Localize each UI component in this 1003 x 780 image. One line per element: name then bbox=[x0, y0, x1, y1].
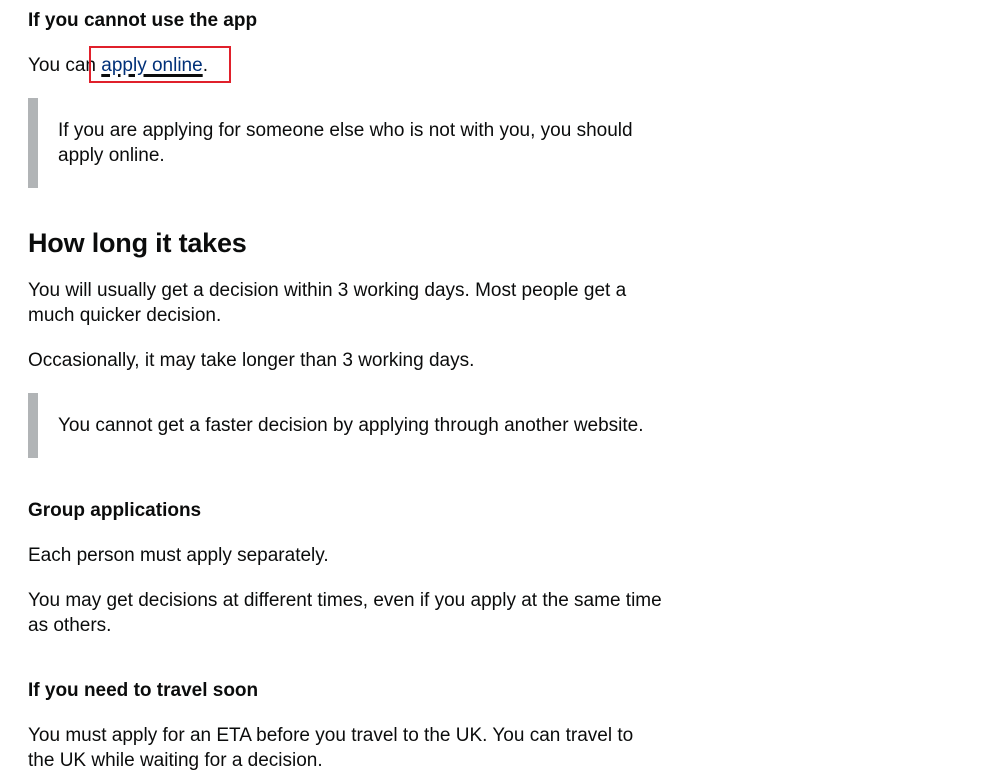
inset-faster-decision-text: You cannot get a faster decision by applying through another website. bbox=[58, 415, 644, 436]
heading-how-long: How long it takes bbox=[28, 228, 247, 258]
heading-group-applications: Group applications bbox=[28, 500, 202, 521]
apply-online-prefix: You can bbox=[28, 55, 102, 76]
inset-someone-else-text: If you are applying for someone else who is not with you, you should apply online. bbox=[58, 120, 633, 166]
apply-online-link[interactable]: apply online bbox=[101, 55, 203, 76]
inset-text-someone-else bbox=[28, 98, 668, 188]
different-times-paragraph: You may get decisions at different times, even if you apply at the same time as others. bbox=[28, 590, 662, 636]
decision-time-paragraph: You will usually get a decision within 3 working days. Most people get a much quicker decision. bbox=[28, 280, 627, 326]
inset-text-faster-decision bbox=[28, 393, 668, 458]
apply-separately-paragraph: Each person must apply separately. bbox=[28, 545, 329, 566]
apply-online-suffix: . bbox=[202, 55, 208, 76]
heading-cannot-use-app: If you cannot use the app bbox=[28, 10, 258, 31]
heading-travel-soon: If you need to travel soon bbox=[28, 680, 259, 701]
longer-time-paragraph: Occasionally, it may take longer than 3 working days. bbox=[28, 350, 475, 371]
travel-paragraph: You must apply for an ETA before you travel to the UK. You can travel to the UK while waiting for a decision. bbox=[28, 725, 634, 771]
apply-online-paragraph bbox=[28, 53, 668, 78]
